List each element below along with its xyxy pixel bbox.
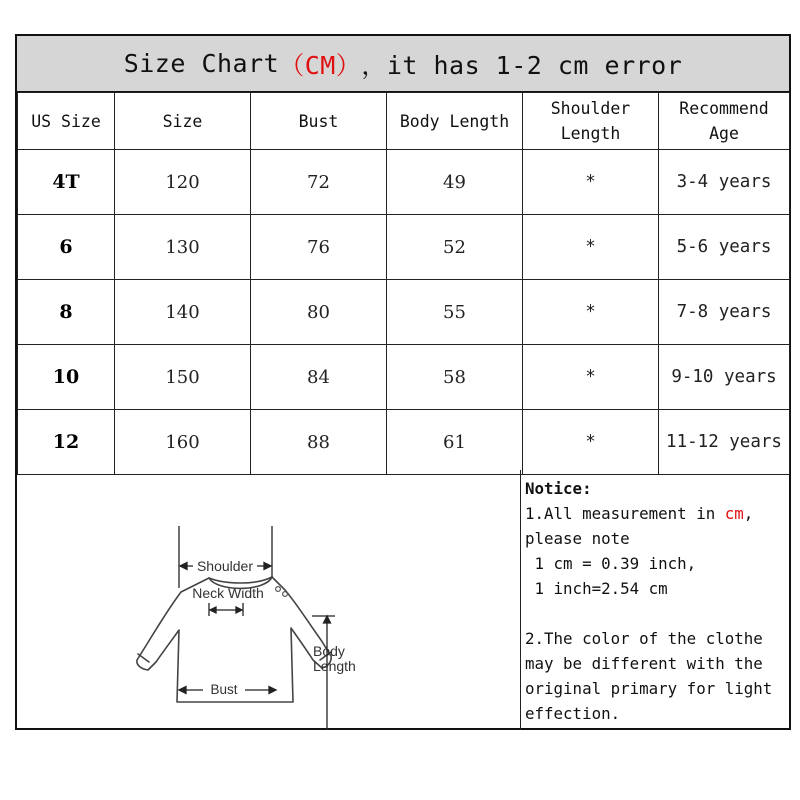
cell-shoulder-length: *	[523, 150, 659, 215]
shoulder-button	[283, 592, 288, 597]
sweater-measurement-diagram	[17, 470, 521, 730]
cell-us-size: 12	[18, 410, 115, 475]
title-unit: （CM）	[279, 50, 362, 80]
notice-line: may be different with the	[525, 654, 763, 673]
header-bust: Bust	[251, 93, 387, 150]
notice-line: 1 inch=2.54 cm	[525, 579, 668, 598]
header-body-length: Body Length	[387, 93, 523, 150]
header-shoulder-length	[523, 93, 659, 150]
cell-size: 130	[115, 215, 251, 280]
cell-us-size: 4T	[18, 150, 115, 215]
cell-body-length: 49	[387, 150, 523, 215]
cell-shoulder-length: *	[523, 215, 659, 280]
cell-size: 140	[115, 280, 251, 345]
notice-line: ,	[743, 504, 754, 523]
cell-age: 9-10 years	[659, 345, 790, 410]
diagram-label-shoulder: Shoulder	[196, 558, 254, 574]
cell-age: 5-6 years	[659, 215, 790, 280]
cell-body-length: 55	[387, 280, 523, 345]
size-chart	[15, 34, 791, 730]
header-recommend-age	[659, 93, 790, 150]
notice-line: 2.The color of the clothe	[525, 629, 763, 648]
left-cuff	[138, 654, 149, 662]
cell-shoulder-length: *	[523, 345, 659, 410]
cell-body-length: 61	[387, 410, 523, 475]
bottom-section	[17, 470, 789, 730]
table-row	[18, 215, 790, 280]
cell-shoulder-length: *	[523, 410, 659, 475]
cell-body-length: 52	[387, 215, 523, 280]
cell-us-size: 10	[18, 345, 115, 410]
cell-age: 7-8 years	[659, 280, 790, 345]
notice-line: please note	[525, 529, 630, 548]
cell-bust: 88	[251, 410, 387, 475]
notice-line: original primary for light	[525, 679, 773, 698]
cell-us-size: 8	[18, 280, 115, 345]
diagram-label-bust: Bust	[210, 682, 238, 697]
table-header-row	[18, 93, 790, 150]
title-error-note: ，it has 1-2 cm error	[361, 50, 683, 80]
notice-line: effection.	[525, 704, 621, 723]
shoulder-button	[276, 587, 281, 592]
notice-line: 1.All measurement in	[525, 504, 725, 523]
cell-age: 11-12 years	[659, 410, 790, 475]
notice-text	[525, 476, 787, 726]
notice-heading: Notice:	[525, 479, 592, 498]
cell-body-length: 58	[387, 345, 523, 410]
cell-us-size: 6	[18, 215, 115, 280]
chart-title	[17, 36, 789, 92]
measurement-diagram-cell	[17, 470, 521, 730]
table-row	[18, 410, 790, 475]
title-text: Size Chart	[123, 49, 280, 78]
cell-size: 160	[115, 410, 251, 475]
cell-bust: 72	[251, 150, 387, 215]
cell-shoulder-length: *	[523, 280, 659, 345]
diagram-label-neck-width: Neck Width	[192, 585, 264, 601]
table-row	[18, 345, 790, 410]
diagram-label-body: Body	[313, 643, 345, 659]
table-row	[18, 280, 790, 345]
cell-size: 120	[115, 150, 251, 215]
diagram-label-length: Length	[313, 658, 356, 674]
cell-bust: 76	[251, 215, 387, 280]
notice-unit: cm	[724, 504, 744, 523]
header-us-size: US Size	[18, 93, 115, 150]
header-shoulder-line1: Shoulder	[550, 99, 631, 118]
cell-bust: 80	[251, 280, 387, 345]
cell-age: 3-4 years	[659, 150, 790, 215]
cell-size: 150	[115, 345, 251, 410]
header-age-line1: Recommend	[679, 99, 769, 118]
header-size: Size	[115, 93, 251, 150]
notice-line: 1 cm = 0.39 inch,	[525, 554, 697, 573]
header-age-line2: Age	[709, 124, 739, 143]
header-shoulder-line2: Length	[560, 124, 621, 143]
cell-bust: 84	[251, 345, 387, 410]
size-table	[17, 92, 790, 475]
table-row	[18, 150, 790, 215]
